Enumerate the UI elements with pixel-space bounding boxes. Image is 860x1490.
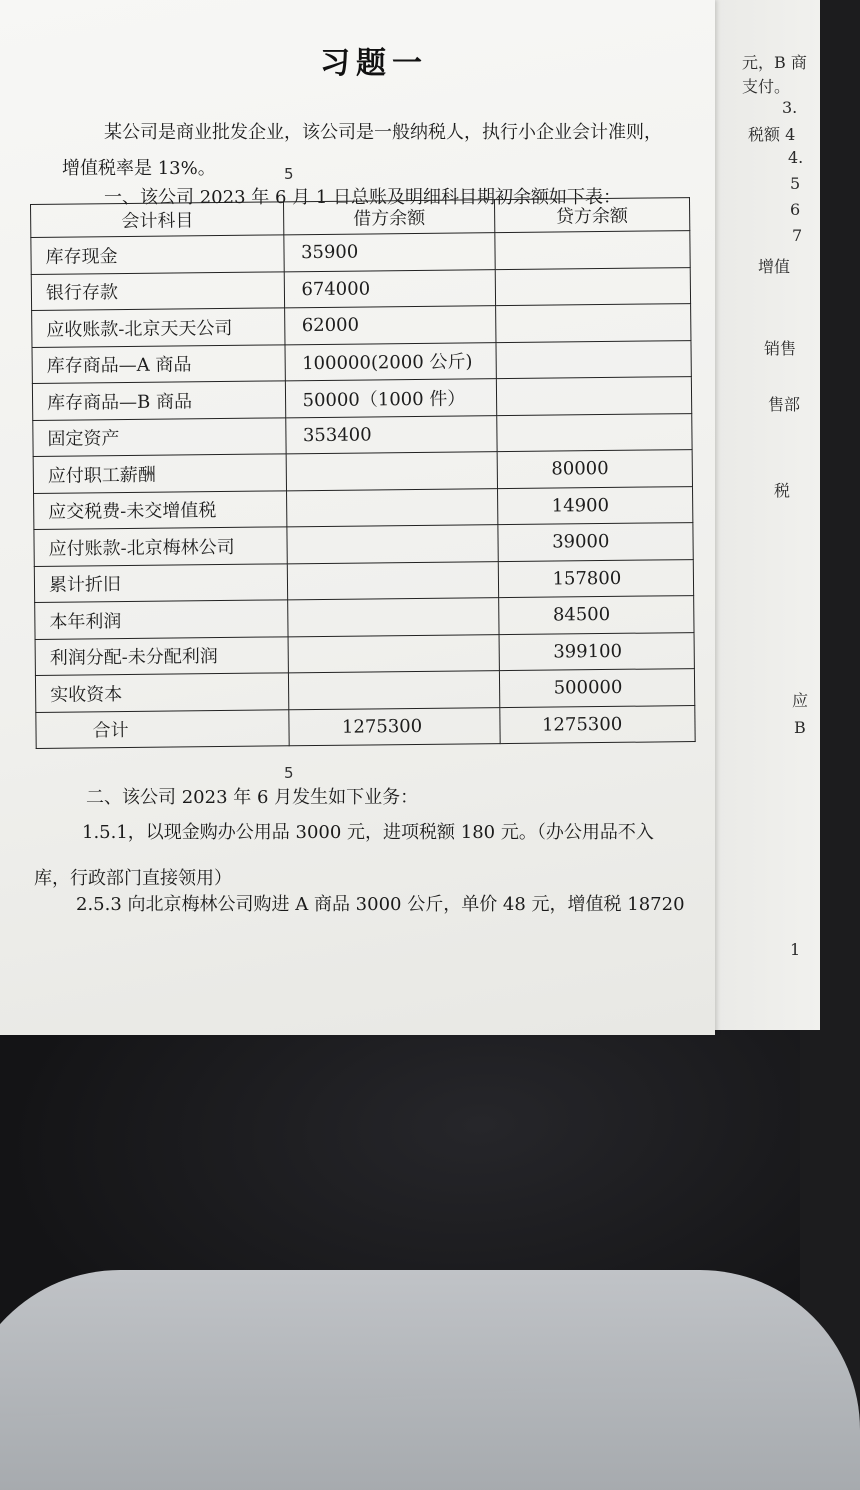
back-page-text: 6 bbox=[790, 200, 801, 219]
back-page-text: B bbox=[794, 718, 806, 737]
back-page-text: 7 bbox=[792, 226, 803, 245]
table-total-row bbox=[36, 705, 695, 748]
credit-cell bbox=[496, 413, 692, 452]
page-title: 习题一 bbox=[320, 46, 428, 81]
debit-cell: 674000 bbox=[285, 269, 495, 308]
debit-cell: 35900 bbox=[284, 233, 494, 272]
account-cell: 银行存款 bbox=[31, 271, 285, 310]
grey-cloth bbox=[0, 1270, 860, 1490]
debit-cell: 62000 bbox=[285, 306, 495, 345]
debit-cell bbox=[288, 561, 498, 600]
debit-cell bbox=[287, 488, 497, 527]
back-page-text: 税 bbox=[774, 481, 791, 500]
debit-cell: 353400 bbox=[286, 415, 496, 454]
transaction-item: 库，行政部门直接领用） bbox=[34, 868, 232, 889]
header-credit: 贷方余额 bbox=[494, 198, 690, 233]
account-cell: 应交税费-未交增值税 bbox=[34, 490, 288, 529]
credit-cell: 80000 bbox=[497, 450, 693, 489]
account-cell: 利润分配-未分配利润 bbox=[35, 636, 289, 675]
total-label: 合计 bbox=[36, 709, 290, 748]
debit-cell bbox=[287, 452, 497, 491]
credit-cell bbox=[496, 377, 692, 416]
debit-cell bbox=[288, 598, 498, 637]
account-cell: 库存商品—B 商品 bbox=[32, 381, 286, 420]
account-cell: 累计折旧 bbox=[34, 563, 288, 602]
handwritten-correction: 5 bbox=[284, 165, 294, 183]
credit-cell bbox=[494, 231, 690, 270]
intro-text: 某公司是商业批发企业，该公司是一般纳税人，执行小企业会计准则， bbox=[104, 122, 662, 143]
total-credit: 1275300 bbox=[499, 705, 695, 744]
section-heading: 一、该公司 2023 年 6 月 1 日总账及明细科目期初余额如下表： bbox=[104, 187, 622, 208]
credit-cell bbox=[496, 340, 692, 379]
debit-cell bbox=[289, 634, 499, 673]
debit-cell: 100000(2000 公斤) bbox=[285, 342, 495, 381]
transaction-item: 2.5.3 向北京梅林公司购进 A 商品 3000 公斤，单价 48 元，增值税 18720 bbox=[76, 894, 685, 915]
credit-cell bbox=[495, 267, 691, 306]
account-cell: 库存商品—A 商品 bbox=[32, 344, 286, 383]
back-page-text: 支付。 bbox=[742, 77, 791, 96]
transaction-item: 1.5.1，以现金购办公用品 3000 元，进项税额 180 元。（办公用品不入 bbox=[82, 822, 654, 843]
back-page-text: 增值 bbox=[758, 257, 791, 276]
account-cell: 应收账款-北京天天公司 bbox=[32, 308, 286, 347]
intro-text: 增值税率是 13%。 bbox=[62, 158, 216, 179]
account-cell: 应付账款-北京梅林公司 bbox=[34, 527, 288, 566]
account-cell: 库存现金 bbox=[31, 235, 285, 274]
credit-cell: 157800 bbox=[498, 559, 694, 598]
header-account: 会计科目 bbox=[31, 202, 285, 238]
credit-cell: 14900 bbox=[497, 486, 693, 525]
debit-cell bbox=[289, 671, 499, 710]
back-page bbox=[700, 0, 820, 1030]
back-page-text: 销售 bbox=[764, 339, 797, 358]
credit-cell: 39000 bbox=[497, 523, 693, 562]
back-page-text: 售部 bbox=[768, 395, 801, 414]
back-page-text: 4. bbox=[788, 148, 804, 167]
account-cell: 本年利润 bbox=[35, 600, 289, 639]
total-debit: 1275300 bbox=[289, 707, 499, 746]
credit-cell: 500000 bbox=[499, 669, 695, 708]
credit-cell: 84500 bbox=[498, 596, 694, 635]
back-page-number: 1 bbox=[790, 940, 801, 959]
debit-cell: 50000（1000 件） bbox=[286, 379, 496, 418]
opening-balance-table bbox=[30, 197, 696, 749]
credit-cell: 399100 bbox=[499, 632, 695, 671]
account-cell: 应付职工薪酬 bbox=[33, 454, 287, 493]
back-page-text: 元，B 商 bbox=[742, 53, 807, 72]
back-page-text: 5 bbox=[790, 174, 801, 193]
handwritten-correction: 5 bbox=[284, 764, 294, 782]
debit-cell bbox=[287, 525, 497, 564]
header-debit: 借方余额 bbox=[284, 200, 494, 235]
account-cell: 实收资本 bbox=[35, 673, 289, 712]
account-cell: 固定资产 bbox=[33, 417, 287, 456]
back-page-text: 应 bbox=[792, 691, 809, 710]
back-page-text: 税额 4 bbox=[748, 125, 796, 144]
back-page-text: 3. bbox=[782, 98, 798, 117]
section-heading: 二、该公司 2023 年 6 月发生如下业务： bbox=[86, 787, 419, 808]
credit-cell bbox=[495, 304, 691, 343]
